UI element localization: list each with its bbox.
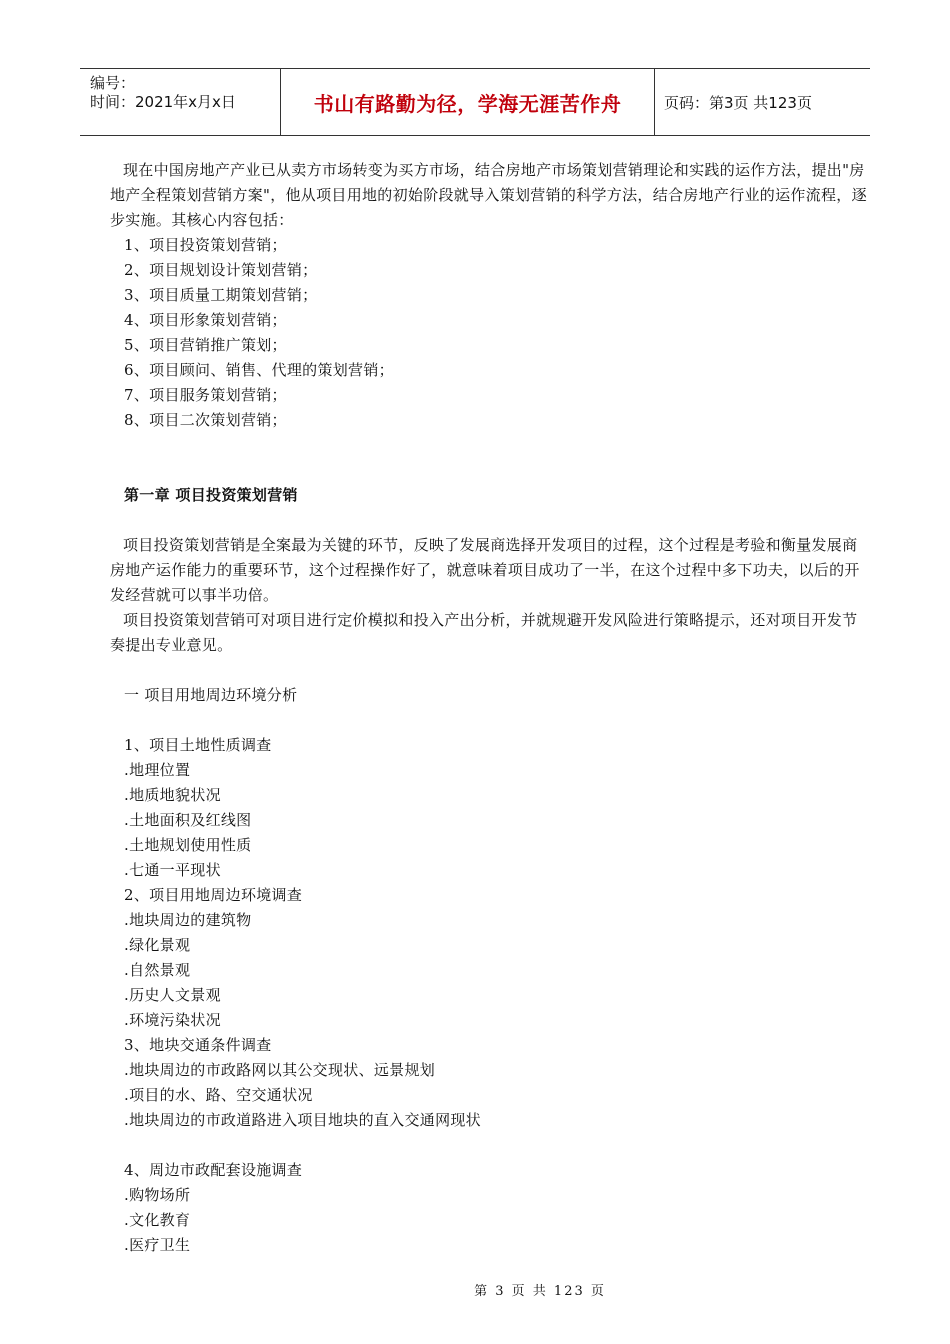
bullet-item: .地理位置 (124, 761, 191, 779)
bullet-item: .土地规划使用性质 (124, 836, 252, 854)
bullet-item: .文化教育 (124, 1211, 191, 1229)
subsection-title: 1、项目土地性质调查 (124, 736, 272, 754)
intro-item: 4、项目形象策划营销； (124, 311, 287, 329)
bullet-item: .地块周边的市政道路进入项目地块的直入交通网现状 (124, 1111, 481, 1129)
bullet-item: .土地面积及红线图 (124, 811, 252, 829)
bullet-item: .购物场所 (124, 1186, 191, 1204)
chapter-title: 第一章 项目投资策划营销 (124, 486, 298, 504)
bullet-item: .地质地貌状况 (124, 786, 221, 804)
bullet-item: .地块周边的建筑物 (124, 911, 252, 929)
bullet-item: .历史人文景观 (124, 986, 221, 1004)
subsection-title: 2、项目用地周边环境调查 (124, 886, 303, 904)
page-footer (0, 1280, 950, 1299)
bullet-item: .项目的水、路、空交通状况 (124, 1086, 313, 1104)
footer-page-number: 第 3 页 共 123 页 (474, 1284, 606, 1299)
intro-item: 1、项目投资策划营销； (124, 236, 287, 254)
intro-item: 3、项目质量工期策划营销； (124, 286, 318, 304)
intro-item: 5、项目营销推广策划； (124, 336, 287, 354)
bullet-item: .医疗卫生 (124, 1236, 191, 1254)
bullet-item: .七通一平现状 (124, 861, 221, 879)
section-heading: 一 项目用地周边环境分析 (124, 686, 298, 704)
page-header (80, 68, 870, 136)
header-page-cell (655, 69, 870, 135)
subsection-title: 4、周边市政配套设施调查 (124, 1161, 303, 1179)
chapter-paragraph: 项目投资策划营销可对项目进行定价模拟和投入产出分析，并就规避开发风险进行策略提示，还对项目开发节奏提出专业意见。 (110, 611, 858, 654)
subsection-title: 3、地块交通条件调查 (124, 1036, 272, 1054)
intro-item: 8、项目二次策划营销； (124, 411, 287, 429)
document-body (110, 158, 867, 1258)
intro-paragraph: 现在中国房地产产业已从卖方市场转变为买方市场，结合房地产市场策划营销理论和实践的运作方法，提出"房地产全程策划营销方案"，他从项目用地的初始阶段就导入策划营销的科学方法，结合房地产行业的运作流程，逐步实施。其核心内容包括： (110, 161, 867, 229)
bullet-item: .地块周边的市政路网以其公交现状、远景规划 (124, 1061, 436, 1079)
bullet-item: .绿化景观 (124, 936, 191, 954)
bullet-item: .自然景观 (124, 961, 191, 979)
serial-label: 编号： (90, 74, 136, 92)
intro-item: 7、项目服务策划营销； (124, 386, 287, 404)
motto-text: 书山有路勤为径，学海无涯苦作舟 (313, 91, 622, 116)
intro-item: 6、项目顾问、销售、代理的策划营销； (124, 361, 394, 379)
header-meta-cell (80, 69, 281, 135)
chapter-paragraph: 项目投资策划营销是全案最为关键的环节，反映了发展商选择开发项目的过程，这个过程是考验和衡量发展商房地产运作能力的重要环节，这个过程操作好了，就意味着项目成功了一半，在这个过程中多下功夫，以后的开发经营就可以事半功倍。 (110, 536, 860, 604)
bullet-item: .环境污染状况 (124, 1011, 221, 1029)
header-motto-cell (281, 69, 655, 135)
header-page-info: 页码：第3页 共123页 (664, 93, 812, 112)
intro-item: 2、项目规划设计策划营销； (124, 261, 318, 279)
date-label: 时间：2021年x月x日 (90, 93, 236, 111)
